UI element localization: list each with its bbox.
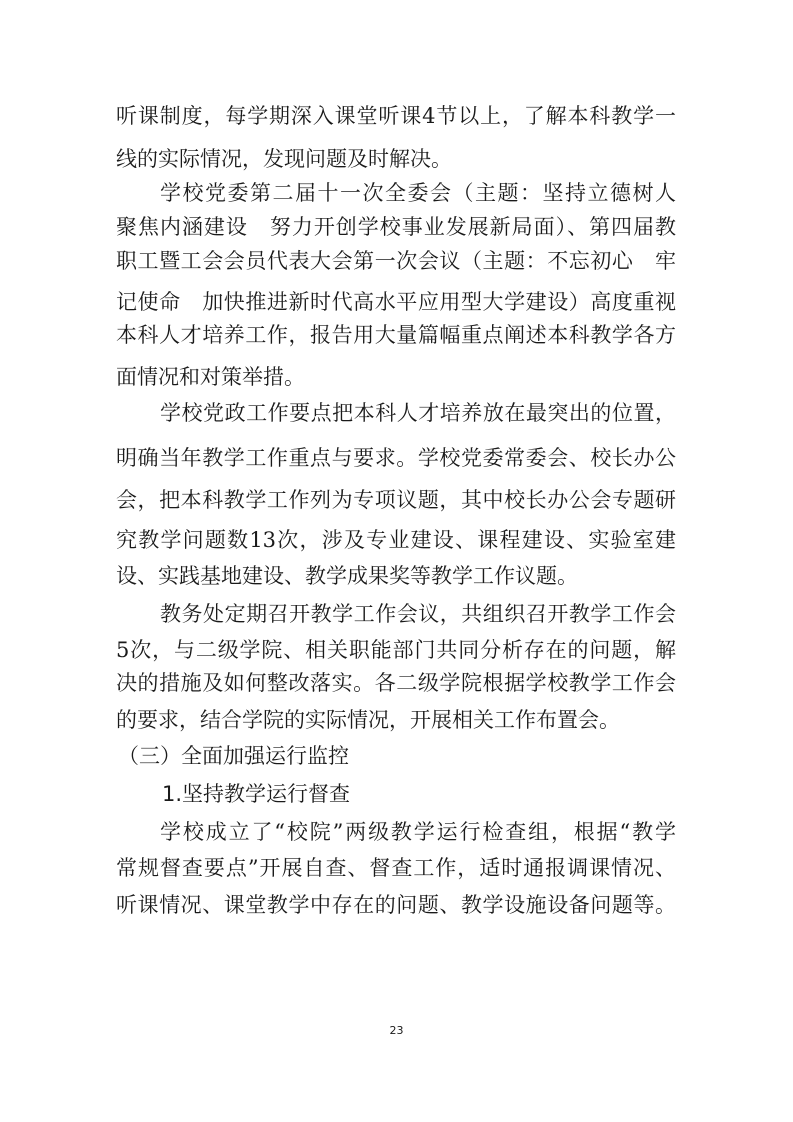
paragraph-3-line-5: 设、实践基地建设、教学成果奖等教学工作议题。: [116, 564, 578, 588]
paragraph-3-line-4: 究教学问题数13次，涉及专业建设、课程建设、实验室建: [116, 528, 676, 552]
paragraph-1-line-1: 听课制度，每学期深入课堂听课4节以上，了解本科教学一: [116, 104, 676, 128]
paragraph-3-line-1: 学校党政工作要点把本科人才培养放在最突出的位置，: [160, 401, 676, 425]
paragraph-3-line-2: 明确当年教学工作重点与要求。学校党委常委会、校长办公: [116, 446, 676, 470]
final-paragraph-line-1: 学校成立了“校院”两级教学运行检查组，根据“教学: [160, 820, 676, 844]
paragraph-2-line-5: 本科人才培养工作，报告用大量篇幅重点阐述本科教学各方: [116, 323, 676, 347]
paragraph-2-line-1: 学校党委第二届十一次全委会（主题：坚持立德树人: [160, 181, 676, 205]
paragraph-2-line-3: 职工暨工会会员代表大会第一次会议（主题：不忘初心 牢: [116, 249, 676, 273]
section-heading: （三）全面加强运行监控: [118, 744, 349, 768]
paragraph-2-line-2: 聚焦内涵建设 努力开创学校事业发展新局面）、第四届教: [116, 215, 676, 239]
paragraph-4-line-1: 教务处定期召开教学工作会议，共组织召开教学工作会: [160, 602, 676, 626]
paragraph-4-line-2: 5次，与二级学院、相关职能部门共同分析存在的问题，解: [116, 638, 676, 662]
final-paragraph-line-2: 常规督查要点”开展自查、督查工作，适时通报调课情况、: [116, 856, 676, 880]
paragraph-3-line-3: 会，把本科教学工作列为专项议题，其中校长办公会专题研: [116, 488, 676, 512]
subsection-heading: 1.坚持教学运行督查: [162, 782, 351, 806]
paragraph-4-line-3: 决的措施及如何整改落实。各二级学院根据学校教学工作会: [116, 671, 676, 695]
paragraph-2-line-4: 记使命 加快推进新时代高水平应用型大学建设）高度重视: [116, 290, 676, 314]
page-number: 23: [389, 1024, 404, 1037]
final-paragraph-line-3: 听课情况、课堂教学中存在的问题、教学设施设备问题等。: [116, 893, 676, 917]
paragraph-2-line-6: 面情况和对策举措。: [116, 365, 305, 389]
paragraph-4-line-4: 的要求，结合学院的实际情况，开展相关工作布置会。: [116, 708, 620, 732]
paragraph-1-line-2: 线的实际情况，发现问题及时解决。: [116, 147, 452, 171]
